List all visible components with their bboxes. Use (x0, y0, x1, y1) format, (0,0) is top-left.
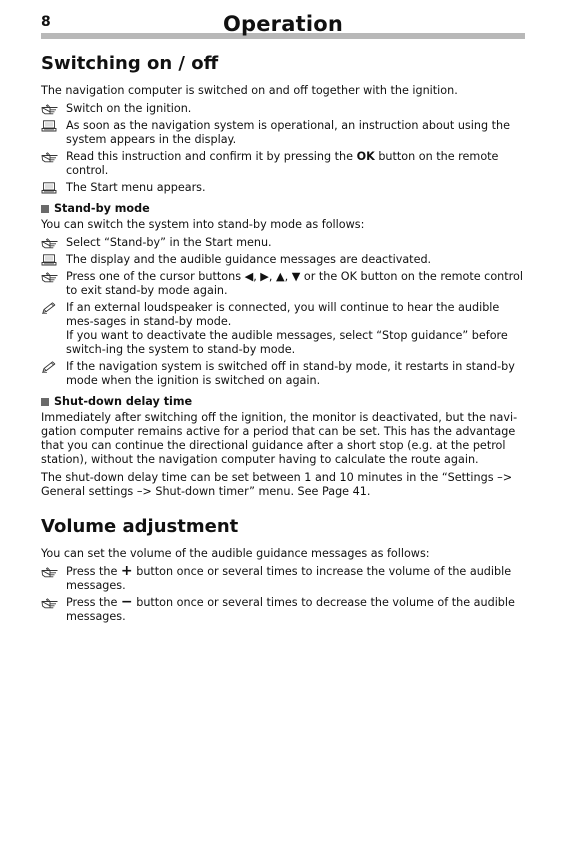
hand-pointer-icon (41, 270, 66, 284)
hand-pointer-icon (41, 150, 66, 164)
section-heading-switching: Switching on / off (41, 53, 219, 74)
instruction-step: Read this instruction and confirm it by pressing the OK button on the remote control. (41, 150, 525, 178)
instruction-step: Switch on the ignition. (41, 102, 525, 116)
chapter-title: Operation (222, 12, 344, 36)
pencil-note-icon (41, 360, 66, 374)
result-step: As soon as the navigation system is operational, an instruction about using the system appears in the display. (41, 119, 525, 147)
subsection-heading-standby: Stand-by mode (41, 202, 525, 216)
pencil-note-icon (41, 301, 66, 315)
hand-pointer-icon (41, 596, 66, 610)
minus-key-symbol: − (120, 594, 133, 610)
page-content (41, 51, 525, 627)
note-step: If an external loudspeaker is connected, you will continue to hear the audible mes-sages in stand-by mode. If you want to deactivate the audible messages, select “Stop guidance” before switch-ing the system to stand-by mode. (41, 301, 525, 357)
result-step: The Start menu appears. (41, 181, 525, 195)
subsection-heading-shutdown: Shut-down delay time (41, 395, 525, 409)
ok-key-label: OK (356, 150, 375, 163)
instruction-step: Press the + button once or several times to increase the volume of the audible messages. (41, 565, 525, 593)
section-intro: The navigation computer is switched on and off together with the ignition. (41, 84, 458, 97)
shutdown-paragraph: The shut-down delay time can be set between 1 and 10 minutes in the “Settings –> General settings –> Shut-down timer” menu. See Page 41. (41, 471, 513, 498)
standby-intro: You can switch the system into stand-by mode as follows: (41, 218, 365, 231)
instruction-step: Press one of the cursor buttons ◀, ▶, ▲, ▼ or the OK button on the remote control to exit stand-by mode again. (41, 270, 525, 298)
square-bullet-icon (41, 205, 49, 213)
hand-pointer-icon (41, 236, 66, 250)
hand-pointer-icon (41, 565, 66, 579)
display-icon (41, 119, 66, 133)
hand-pointer-icon (41, 102, 66, 116)
square-bullet-icon (41, 398, 49, 406)
page-header (41, 14, 525, 40)
shutdown-paragraph: Immediately after switching off the ignition, the monitor is deactivated, but the navi-gation computer remains active for a period that can be set. This has the advantage that you can continue the directional guidance after a short stop (e.g. at the petrol station), without the navigation computer having to calculate the route again. (41, 411, 518, 466)
page-number: 8 (41, 14, 51, 30)
instruction-step: Select “Stand-by” in the Start menu. (41, 236, 525, 250)
note-step: If the navigation system is switched off in stand-by mode, it restarts in stand-by mode when the ignition is switched on again. (41, 360, 525, 388)
result-step: The display and the audible guidance messages are deactivated. (41, 253, 525, 267)
section-heading-volume: Volume adjustment (41, 516, 239, 537)
volume-intro: You can set the volume of the audible guidance messages as follows: (41, 547, 430, 560)
display-icon (41, 253, 66, 267)
display-icon (41, 181, 66, 195)
instruction-step: Press the − button once or several times to decrease the volume of the audible messages. (41, 596, 525, 624)
plus-key-symbol: + (120, 563, 133, 579)
